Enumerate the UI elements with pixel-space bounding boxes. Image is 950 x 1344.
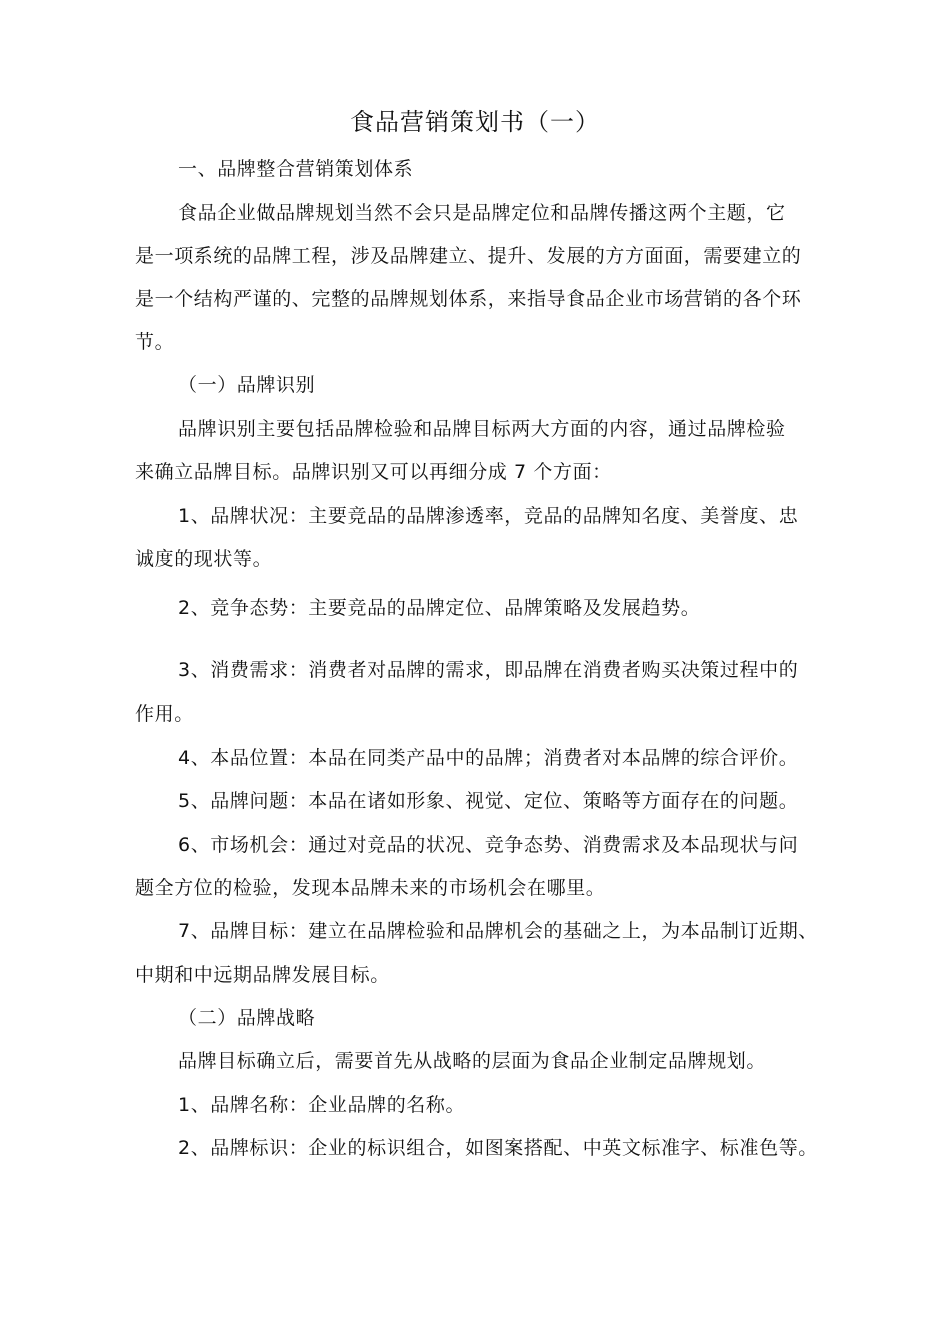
intro-paragraph-line-1: 食品企业做品牌规划当然不会只是品牌定位和品牌传播这两个主题，它 <box>178 202 786 224</box>
subsection-heading-brand-identity: （一）品牌识别 <box>178 374 316 396</box>
item-brand-status-line-2: 诚度的现状等。 <box>135 548 273 570</box>
item-brand-logo: 2、品牌标识：企业的标识组合，如图案搭配、中英文标准字、标准色等。 <box>178 1137 818 1159</box>
intro-paragraph-line-4: 节。 <box>135 331 175 353</box>
item-product-position: 4、本品位置：本品在同类产品中的品牌；消费者对本品牌的综合评价。 <box>178 747 799 769</box>
section-heading-brand-integrated-marketing: 一、品牌整合营销策划体系 <box>178 158 414 180</box>
item-brand-status-line-1: 1、品牌状况：主要竞品的品牌渗透率，竞品的品牌知名度、美誉度、忠 <box>178 505 799 527</box>
document-title: 食品营销策划书（一） <box>350 108 600 136</box>
subsection-heading-brand-strategy: （二）品牌战略 <box>178 1007 316 1029</box>
item-market-opportunity-line-2: 题全方位的检验，发现本品牌未来的市场机会在哪里。 <box>135 877 606 899</box>
brand-identity-intro-line-1: 品牌识别主要包括品牌检验和品牌目标两大方面的内容，通过品牌检验 <box>178 418 786 440</box>
intro-paragraph-line-3: 是一个结构严谨的、完整的品牌规划体系，来指导食品企业市场营销的各个环 <box>135 288 802 310</box>
intro-paragraph-line-2: 是一项系统的品牌工程，涉及品牌建立、提升、发展的方方面面，需要建立的 <box>135 245 802 267</box>
item-brand-name: 1、品牌名称：企业品牌的名称。 <box>178 1094 466 1116</box>
item-consumer-demand-line-1: 3、消费需求：消费者对品牌的需求，即品牌在消费者购买决策过程中的 <box>178 659 799 681</box>
item-consumer-demand-line-2: 作用。 <box>135 703 194 725</box>
brand-identity-intro-line-2: 来确立品牌目标。品牌识别又可以再细分成 7 个方面： <box>135 461 612 483</box>
item-brand-goals-line-1: 7、品牌目标：建立在品牌检验和品牌机会的基础之上，为本品制订近期、 <box>178 920 818 942</box>
brand-strategy-intro: 品牌目标确立后，需要首先从战略的层面为食品企业制定品牌规划。 <box>178 1050 767 1072</box>
item-competition: 2、竞争态势：主要竞品的品牌定位、品牌策略及发展趋势。 <box>178 597 701 619</box>
item-market-opportunity-line-1: 6、市场机会：通过对竞品的状况、竞争态势、消费需求及本品现状与问 <box>178 834 799 856</box>
item-brand-goals-line-2: 中期和中远期品牌发展目标。 <box>135 964 390 986</box>
item-brand-problems: 5、品牌问题：本品在诸如形象、视觉、定位、策略等方面存在的问题。 <box>178 790 799 812</box>
